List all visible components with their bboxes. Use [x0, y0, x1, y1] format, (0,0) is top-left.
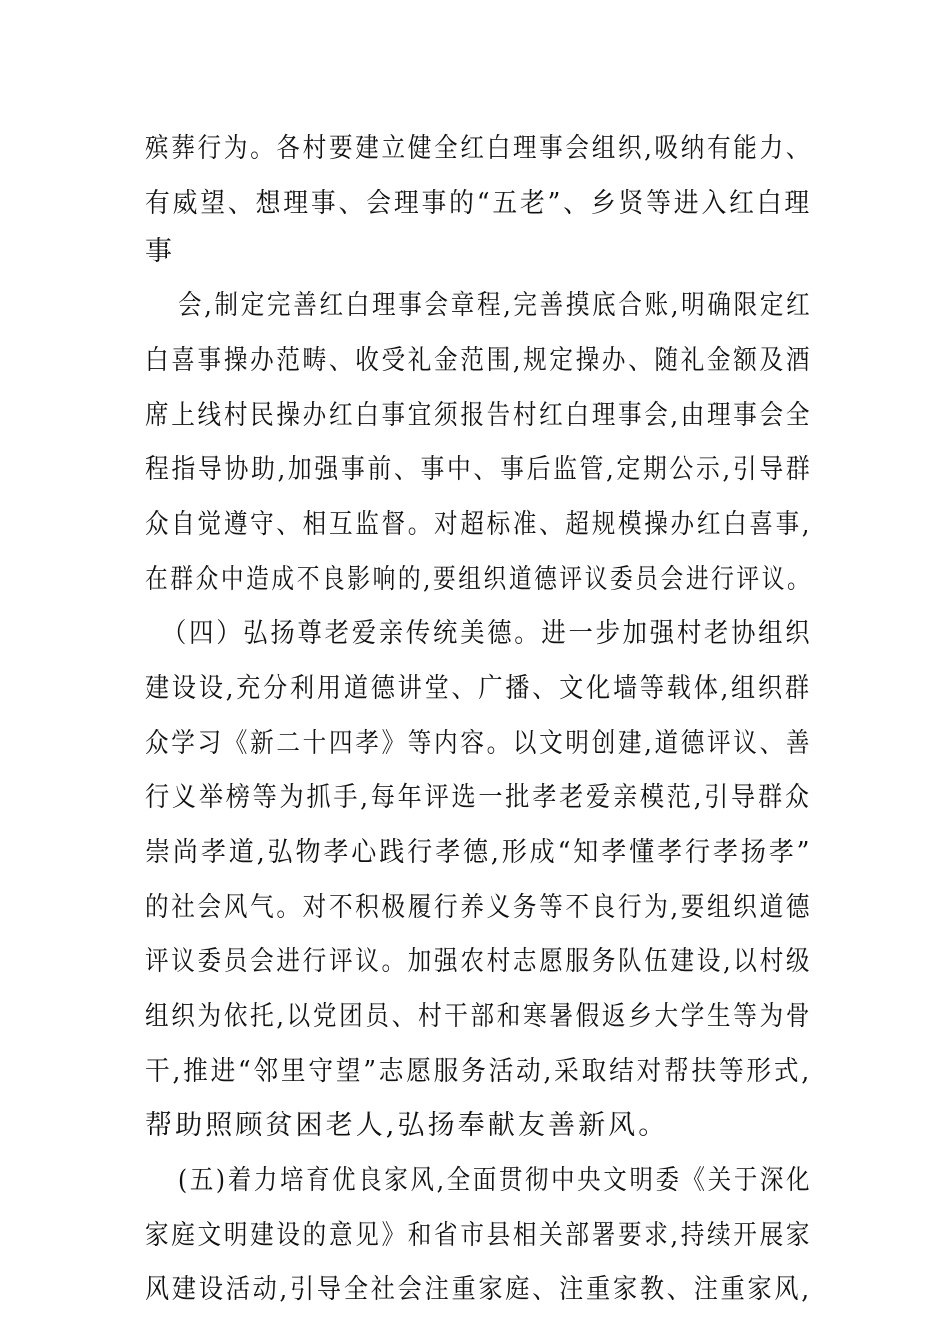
text-line: 崇尚孝道,弘物孝心践行孝德,形成“知孝懂孝行孝扬孝” [145, 837, 813, 868]
text-line: 组织为依托,以党团员、村干部和寒暑假返乡大学生等为骨 [145, 1001, 813, 1032]
text-line: 帮助照顾贫困老人,弘扬奉献友善新风。 [145, 1110, 669, 1141]
text-line: 有威望、想理事、会理事的“五老”、乡贤等进入红白理 [145, 188, 813, 219]
text-line: 在群众中造成不良影响的,要组织道德评议委员会进行评议。 [145, 564, 813, 595]
text-line: 评议委员会进行评议。加强农村志愿服务队伍建设,以村级 [145, 946, 813, 977]
text-line: 席上线村民操办红白事宜须报告村红白理事会,由理事会全 [145, 400, 813, 431]
text-line: 的社会风气。对不积极履行养义务等不良行为,要组织道德 [145, 892, 813, 923]
text-line: 会,制定完善红白理事会章程,完善摸底合账,明确限定红 [178, 290, 813, 321]
text-line: 白喜事操办范畴、收受礼金范围,规定操办、随礼金额及酒 [145, 345, 813, 376]
text-line: 行义举榜等为抓手,每年评选一批孝老爱亲模范,引导群众 [145, 782, 812, 813]
text-line: 建设设,充分利用道德讲堂、广播、文化墙等载体,组织群 [145, 673, 812, 704]
text-line: 殡葬行为。各村要建立健全红白理事会组织,吸纳有能力、 [145, 133, 813, 164]
text-line: 家庭文明建设的意见》和省市县相关部署要求,持续开展家 [145, 1220, 813, 1251]
text-line: 风建设活动,引导全社会注重家庭、注重家教、注重家风, [145, 1274, 812, 1305]
text-line: 众学习《新二十四孝》等内容。以文明创建,道德评议、善 [145, 728, 813, 759]
section-heading: (五)着力培育优良家风,全面贯彻中央文明委《关于深化 [178, 1165, 813, 1196]
text-line: 事 [145, 236, 176, 267]
section-heading: （四）弘扬尊老爱亲传统美德。进一步加强村老协组织 [162, 618, 813, 649]
text-line: 干,推进“邻里守望”志愿服务活动,采取结对帮扶等形式, [145, 1056, 813, 1087]
text-line: 众自觉遵守、相互监督。对超标准、超规模操办红白喜事, [145, 509, 813, 540]
text-line: 程指导协助,加强事前、事中、事后监管,定期公示,引导群 [145, 454, 813, 485]
